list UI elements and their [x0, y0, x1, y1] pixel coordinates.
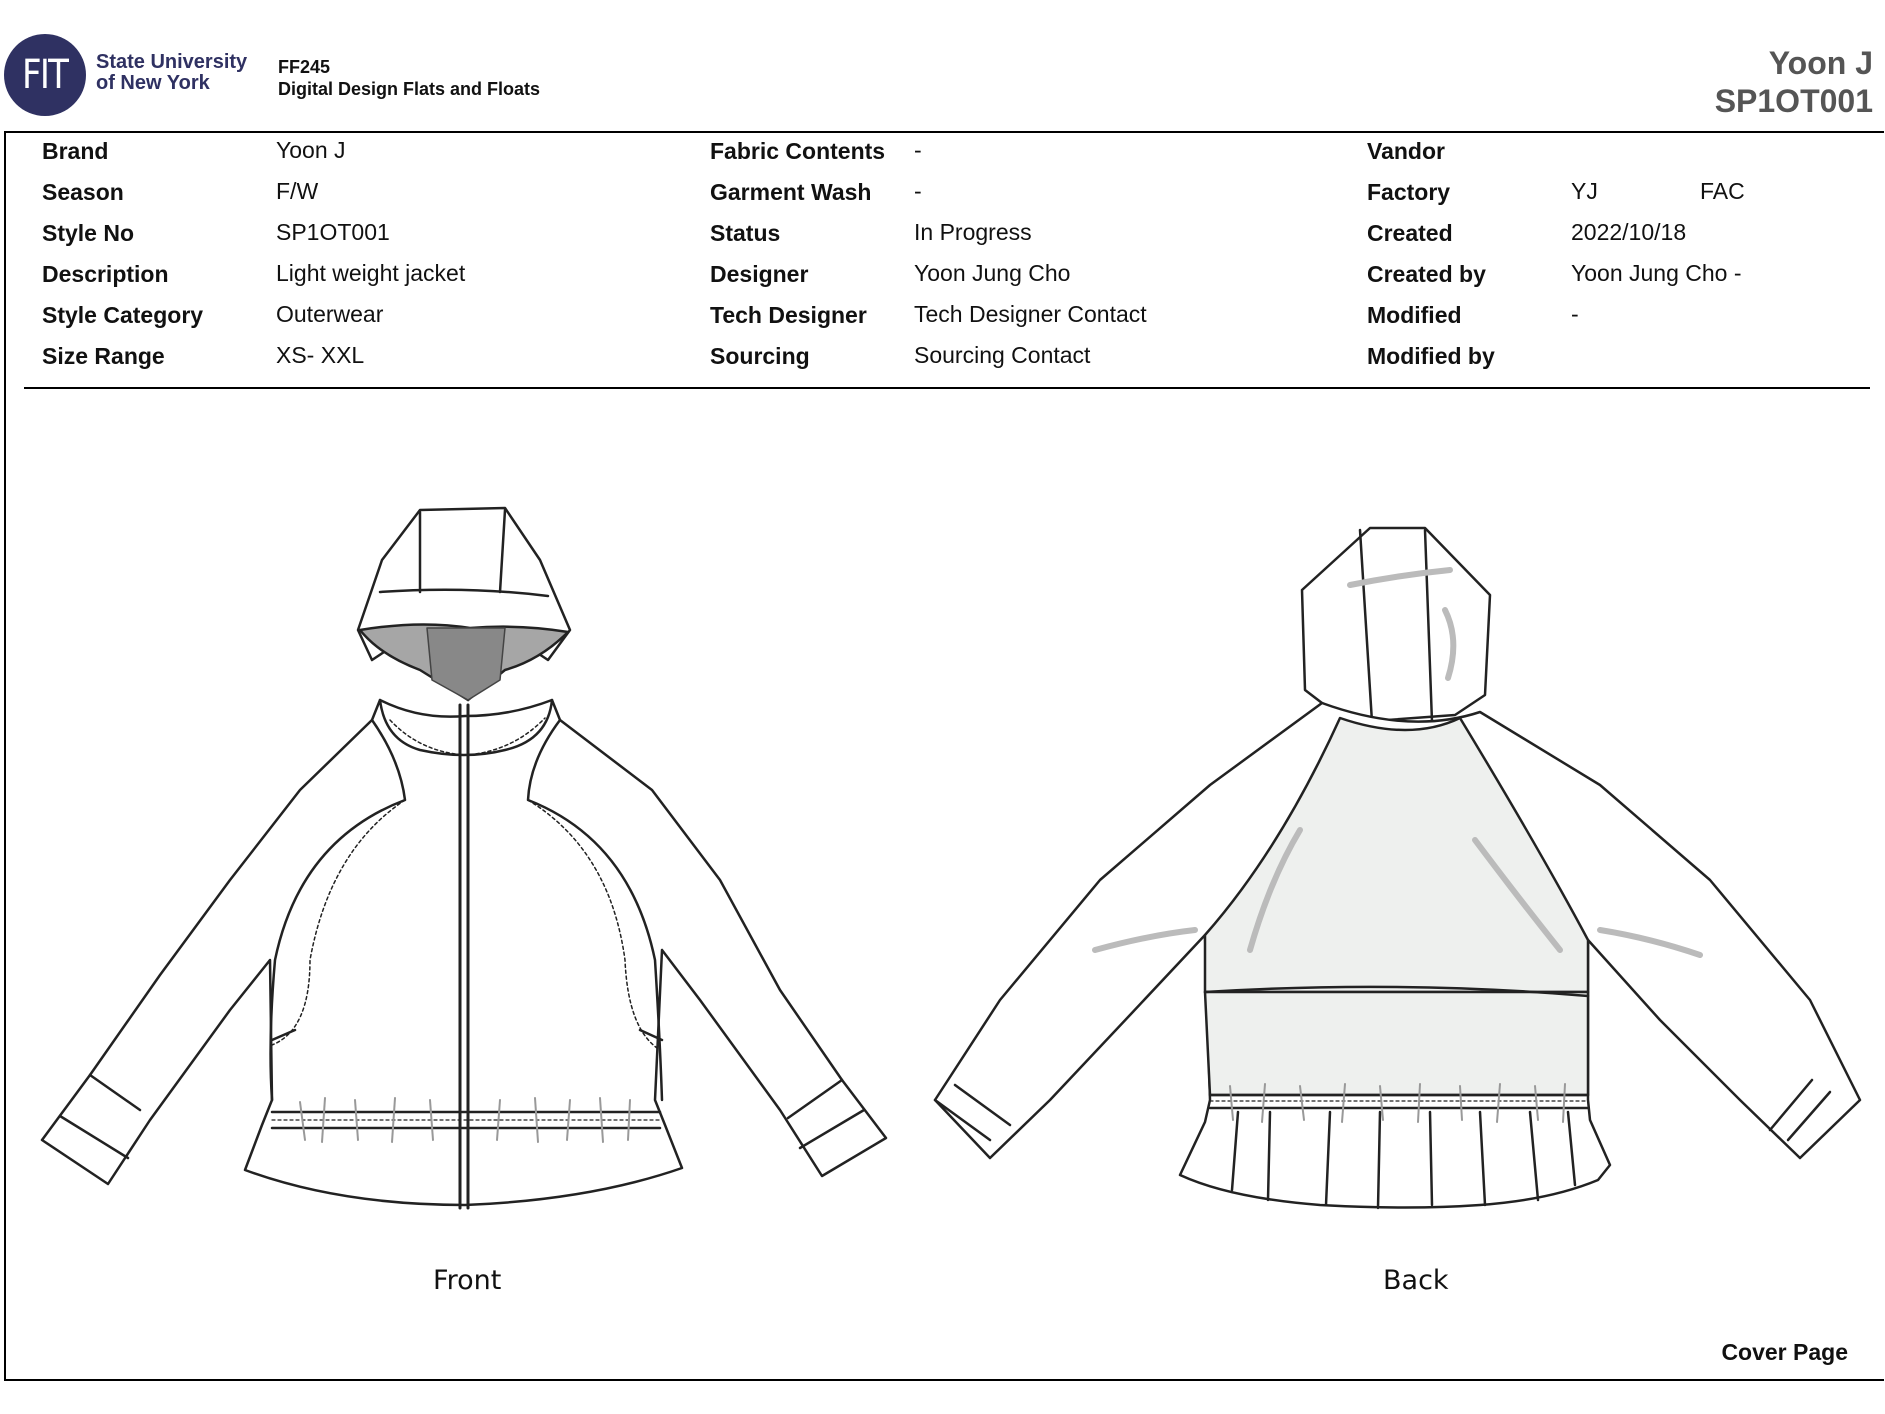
header-style-code: SP1OT001 — [1714, 83, 1873, 119]
spec-value: XS- XXL — [276, 342, 365, 368]
spec-value: F/W — [276, 178, 319, 204]
back-jacket-flat — [935, 528, 1860, 1208]
spec-value: 2022/10/18 — [1571, 219, 1687, 245]
university-line1: State University — [96, 51, 248, 73]
front-view-caption: Front — [433, 1265, 502, 1296]
spec-label: Status — [710, 220, 781, 246]
back-view-caption: Back — [1383, 1265, 1449, 1296]
spec-label: Size Range — [42, 343, 165, 369]
spec-value: Yoon J — [276, 137, 346, 163]
university-line2: of New York — [96, 72, 210, 94]
spec-value-extra: FAC — [1700, 178, 1745, 204]
front-jacket-flat — [42, 508, 886, 1208]
spec-value: - — [914, 178, 922, 204]
spec-value: In Progress — [914, 219, 1032, 245]
course-name: Digital Design Flats and Floats — [278, 79, 541, 99]
spec-label: Tech Designer — [710, 302, 867, 328]
logo-text: FIT — [22, 52, 68, 98]
page-label: Cover Page — [1721, 1339, 1848, 1365]
spec-label: Vandor — [1367, 138, 1445, 164]
spec-value: Sourcing Contact — [914, 342, 1091, 368]
spec-label: Description — [42, 261, 169, 287]
spec-label: Created — [1367, 220, 1453, 246]
course-code: FF245 — [278, 57, 331, 77]
spec-label: Style Category — [42, 302, 204, 328]
spec-label: Brand — [42, 138, 109, 164]
spec-value: Yoon Jung Cho - — [1571, 260, 1742, 286]
spec-label: Designer — [710, 261, 809, 287]
spec-label: Modified by — [1367, 343, 1495, 369]
spec-value: - — [1571, 301, 1579, 327]
spec-label: Factory — [1367, 179, 1451, 205]
header-brand-name: Yoon J — [1768, 45, 1873, 81]
spec-value: Tech Designer Contact — [914, 301, 1147, 327]
spec-value: - — [914, 137, 922, 163]
spec-label: Sourcing — [710, 343, 810, 369]
spec-value: YJ — [1571, 178, 1598, 204]
spec-label: Created by — [1367, 261, 1486, 287]
spec-value: Light weight jacket — [276, 260, 466, 286]
spec-value: SP1OT001 — [276, 219, 390, 245]
spec-label: Garment Wash — [710, 179, 872, 205]
spec-value: Yoon Jung Cho — [914, 260, 1071, 286]
spec-label: Style No — [42, 220, 135, 246]
spec-label: Modified — [1367, 302, 1462, 328]
spec-label: Fabric Contents — [710, 138, 886, 164]
spec-label: Season — [42, 179, 124, 205]
spec-value: Outerwear — [276, 301, 384, 327]
